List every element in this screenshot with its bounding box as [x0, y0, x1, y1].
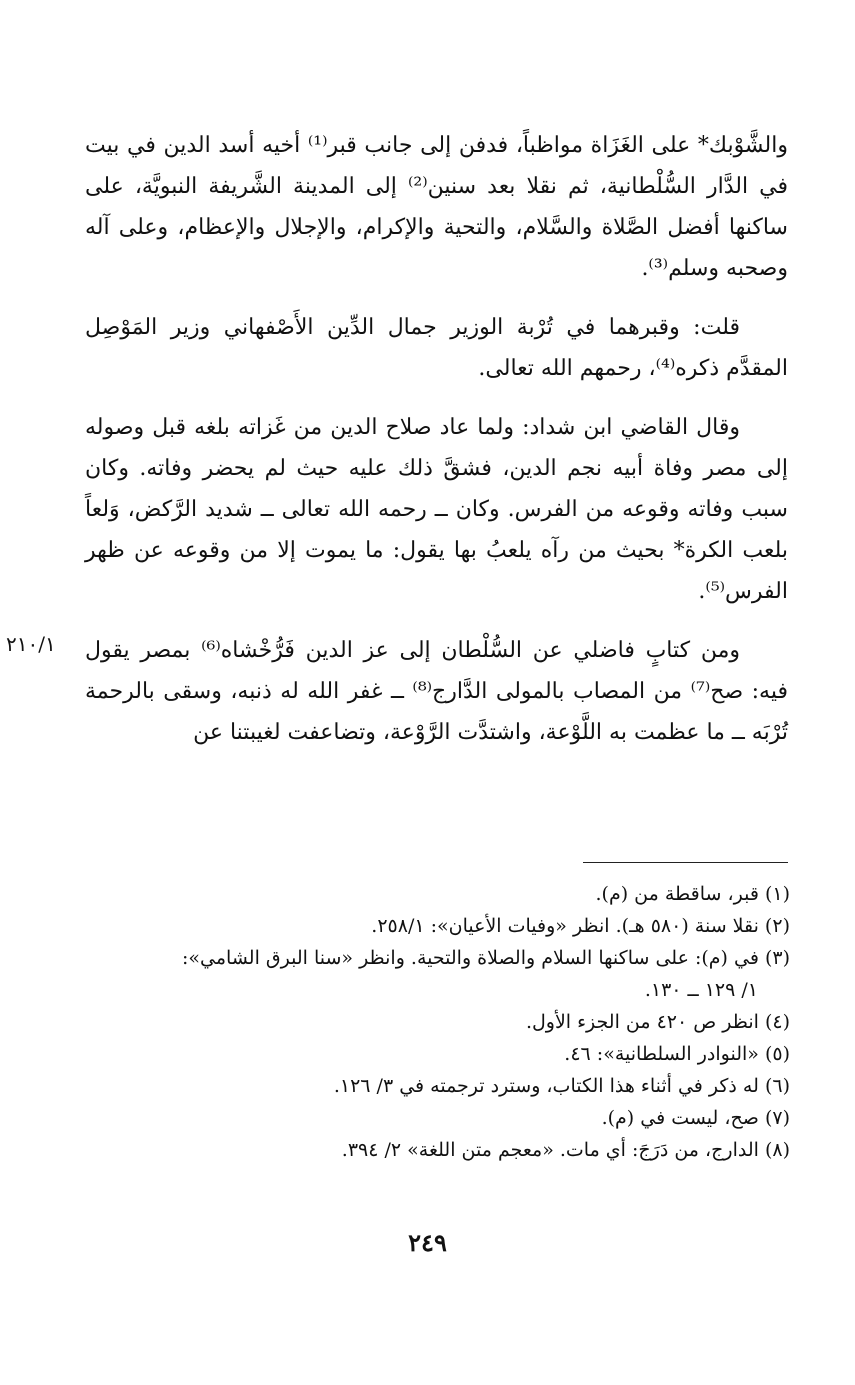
- footnote-1: (١) قبر، ساقطة من (م).: [595, 883, 790, 905]
- footnote-separator: [583, 862, 788, 863]
- paragraph-4: ومن كتابٍ فاضلي عن السُّلْطان إلى عز الدين فَرُّخْشاه⁽⁶⁾ بمصر يقول فيه: صح⁽⁷⁾ من المصاب بالمولى الدَّارج⁽⁸⁾ ــ غفر الله له ذنبه، وسقى بالرحمة تُرْبَه ــ ما عظمت به اللَّوْعة، واشتدَّت الرَّوْعة، وتضاعفت لغيبتنا عن: [85, 638, 789, 745]
- footnote-3: (٣) في (م): على ساكنها السلام والصلاة والتحية. وانظر «سنا البرق الشامي»:: [182, 947, 790, 969]
- footnote-5: (٥) «النوادر السلطانية»: ٤٦.: [564, 1043, 790, 1065]
- page-number: ٢٤٩: [408, 1228, 447, 1257]
- footnote-2: (٢) نقلا سنة (٥٨٠ هـ). انظر «وفيات الأعيان»: ٢٥٨/١.: [371, 915, 790, 937]
- footnotes: [85, 878, 790, 1166]
- footnote-3-continuation: ١/ ١٢٩ ــ ١٣٠.: [644, 979, 758, 1001]
- footnote-4: (٤) انظر ص ٤٢٠ من الجزء الأول.: [525, 1011, 790, 1033]
- paragraph-3: وقال القاضي ابن شداد: ولما عاد صلاح الدين من غَزاته بلغه قبل وصوله إلى مصر وفاة أبيه نجم الدين، فشقَّ ذلك عليه حيث لم يحضر وفاته. وكان سبب وفاته وقوعه من الفرس. وكان ــ رحمه الله تعالى ــ شديد الرَّكض، وَلعاً بلعب الكرة* بحيث من رآه يلعبُ بها يقول: ما يموت إلا من وقوعه عن ظهر الفرس⁽⁵⁾.: [85, 415, 788, 604]
- margin-page-reference: ٢١٠/١: [6, 632, 56, 656]
- footnote-7: (٧) صح، ليست في (م).: [601, 1107, 790, 1129]
- footnote-8: (٨) الدارج، من دَرَجَ: أي مات. «معجم متن اللغة» ٢/ ٣٩٤.: [341, 1139, 790, 1161]
- paragraph-1: والشَّوْبك* على الغَزَاة مواظباً، فدفن إلى جانب قبر⁽¹⁾ أخيه أسد الدين في بيت في الدَّار السُّلْطانية، ثم نقلا بعد سنين⁽²⁾ إلى المدينة الشَّريفة النبويَّة، على ساكنها أفضل الصَّلاة والسَّلام، والتحية والإكرام، والإجلال والإعظام، وعلى آله وصحبه وسلم⁽³⁾.: [85, 133, 788, 281]
- paragraph-2: قلت: وقبرهما في تُرْبة الوزير جمال الدِّين الأَصْفهاني وزير المَوْصِل المقدَّم ذكره⁽⁴⁾، رحمهم الله تعالى.: [85, 315, 788, 381]
- main-text: [85, 125, 788, 771]
- footnote-6: (٦) له ذكر في أثناء هذا الكتاب، وسترد ترجمته في ٣/ ١٢٦.: [333, 1075, 790, 1097]
